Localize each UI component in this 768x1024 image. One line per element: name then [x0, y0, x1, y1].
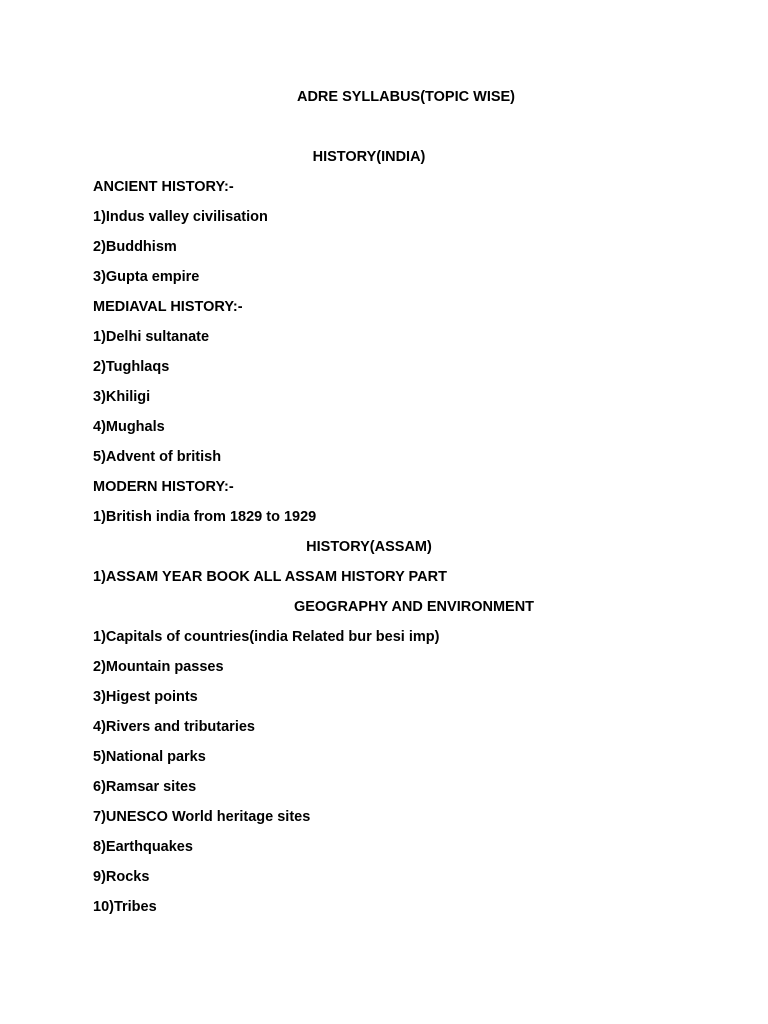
list-item-assam-1: 1)ASSAM YEAR BOOK ALL ASSAM HISTORY PART: [93, 569, 447, 585]
list-item-modern-1: 1)British india from 1829 to 1929: [93, 509, 317, 525]
section-heading-history-india: HISTORY(INDIA): [312, 149, 426, 165]
list-item-medieval-2: 2)Tughlaqs: [93, 359, 170, 375]
list-item-geography-3: 3)Higest points: [93, 689, 198, 705]
section-heading-history-assam: HISTORY(ASSAM): [306, 539, 432, 555]
subsection-modern-history: MODERN HISTORY:-: [93, 479, 234, 495]
list-item-medieval-5: 5)Advent of british: [93, 449, 222, 465]
list-item-medieval-1: 1)Delhi sultanate: [93, 329, 210, 345]
list-item-ancient-1: 1)Indus valley civilisation: [93, 209, 268, 225]
document-title: ADRE SYLLABUS(TOPIC WISE): [296, 89, 516, 105]
section-heading-geography: GEOGRAPHY AND ENVIRONMENT: [293, 599, 535, 615]
list-item-ancient-2: 2)Buddhism: [93, 239, 177, 255]
list-item-geography-7: 7)UNESCO World heritage sites: [93, 809, 311, 825]
list-item-geography-6: 6)Ramsar sites: [93, 779, 197, 795]
subsection-medieval-history: MEDIAVAL HISTORY:-: [93, 299, 243, 315]
list-item-geography-2: 2)Mountain passes: [93, 659, 224, 675]
list-item-geography-4: 4)Rivers and tributaries: [93, 719, 255, 735]
list-item-geography-1: 1)Capitals of countries(india Related bur besi imp): [93, 629, 440, 645]
list-item-ancient-3: 3)Gupta empire: [93, 269, 200, 285]
list-item-geography-8: 8)Earthquakes: [93, 839, 193, 855]
list-item-medieval-3: 3)Khiligi: [93, 389, 151, 405]
list-item-geography-9: 9)Rocks: [93, 869, 150, 885]
list-item-geography-5: 5)National parks: [93, 749, 206, 765]
list-item-medieval-4: 4)Mughals: [93, 419, 165, 435]
list-item-geography-10: 10)Tribes: [93, 899, 157, 915]
subsection-ancient-history: ANCIENT HISTORY:-: [93, 179, 234, 195]
